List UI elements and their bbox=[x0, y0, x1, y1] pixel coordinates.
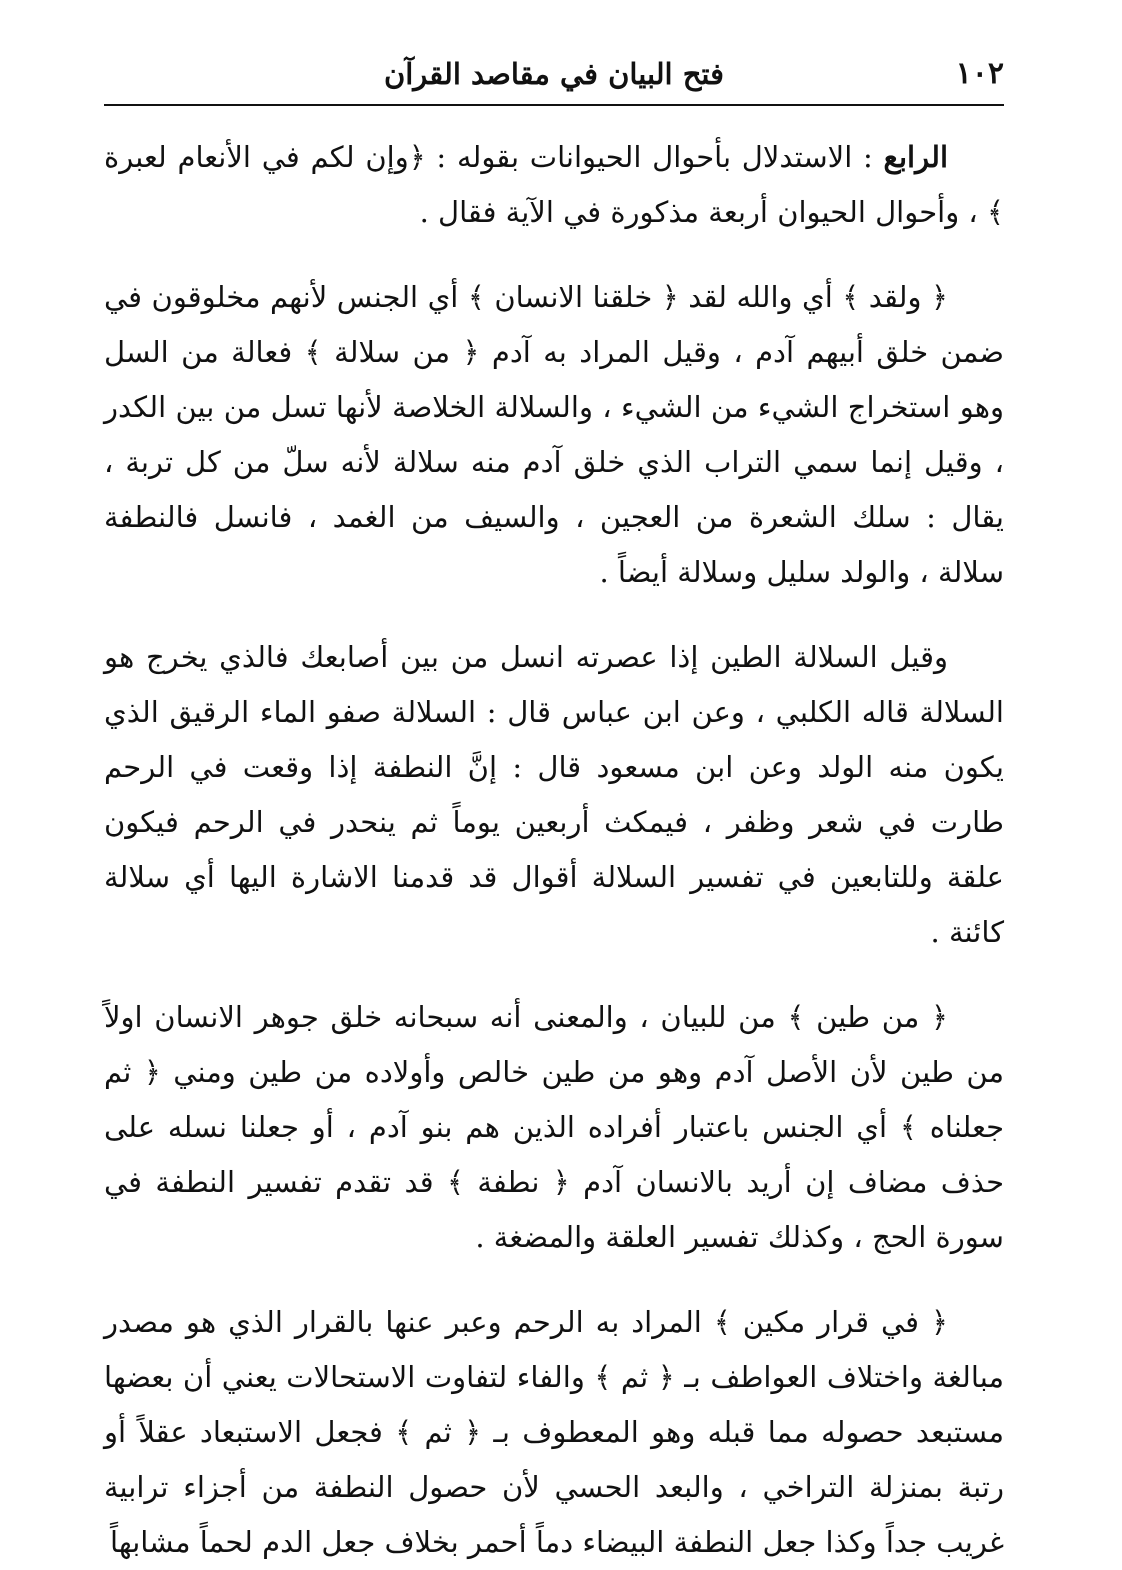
running-title: فتح البيان في مقاصد القرآن bbox=[383, 57, 725, 91]
paragraph-4 bbox=[104, 990, 1004, 1265]
page-header bbox=[104, 52, 1004, 102]
page-number: ١٠٢ bbox=[955, 56, 1004, 91]
paragraph-text: ﴿ من طين ﴾ من للبيان ، والمعنى أنه سبحانه خلق جوهر الانسان اولاً من طين لأن الأصل آدم وهو من طين خالص وأولاده من طين ومني ﴿ ثم جعلناه ﴾ أي الجنس باعتبار أفراده الذين هم بنو آدم ، أو جعلنا نسله على حذف مضاف إن أريد بالانسان آدم ﴿ نطفة ﴾ قد تقدم تفسير النطفة في سورة الحج ، وكذلك تفسير العلقة والمضغة . bbox=[104, 1000, 1004, 1254]
paragraph-text: ﴿ في قرار مكين ﴾ المراد به الرحم وعبر عنها بالقرار الذي هو مصدر مبالغة واختلاف العواطف بـ ﴿ ثم ﴾ والفاء لتفاوت الاستحالات يعني أن بعضها مستبعد حصوله مما قبله وهو المعطوف بـ ﴿ ثم ﴾ فجعل الاستبعاد عقلاً أو رتبة بمنزلة التراخي ، والبعد الحسي لأن حصول النطفة من أجزاء ترابية غريب جداً وكذا جعل النطفة البيضاء دماً أحمر بخلاف جعل الدم لحماً مشابهاً bbox=[104, 1305, 1004, 1559]
paragraph-2 bbox=[104, 270, 1004, 600]
paragraph-text: : الاستدلال بأحوال الحيوانات بقوله : ﴿وإن لكم في الأنعام لعبرة ﴾ ، وأحوال الحيوان أربعة مذكورة في الآية فقال . bbox=[104, 140, 1004, 229]
body-text bbox=[104, 130, 1004, 1570]
paragraph-1 bbox=[104, 130, 1004, 240]
paragraph-lead-word: الرابع bbox=[883, 140, 949, 174]
paragraph-text: وقيل السلالة الطين إذا عصرته انسل من بين أصابعك فالذي يخرج هو السلالة قاله الكلبي ، وعن ابن عباس قال : السلالة صفو الماء الرقيق الذي يكون منه الولد وعن ابن مسعود قال : إنَّ النطفة إذا وقعت في الرحم طارت في شعر وظفر ، فيمكث أربعين يوماً ثم ينحدر في الرحم فيكون علقة وللتابعين في تفسير السلالة أقوال قد قدمنا الاشارة اليها أي سلالة كائنة . bbox=[104, 640, 1004, 949]
paragraph-3 bbox=[104, 630, 1004, 960]
paragraph-text: ﴿ ولقد ﴾ أي والله لقد ﴿ خلقنا الانسان ﴾ أي الجنس لأنهم مخلوقون في ضمن خلق أبيهم آدم ، وقيل المراد به آدم ﴿ من سلالة ﴾ فعالة من السل وهو استخراج الشيء من الشيء ، والسلالة الخلاصة لأنها تسل من بين الكدر ، وقيل إنما سمي التراب الذي خلق آدم منه سلالة لأنه سلّ من كل تربة ، يقال : سلك الشعرة من العجين ، والسيف من الغمد ، فانسل فالنطفة سلالة ، والولد سليل وسلالة أيضاً . bbox=[104, 280, 1004, 589]
paragraph-5 bbox=[104, 1295, 1004, 1570]
header-rule bbox=[104, 104, 1004, 106]
